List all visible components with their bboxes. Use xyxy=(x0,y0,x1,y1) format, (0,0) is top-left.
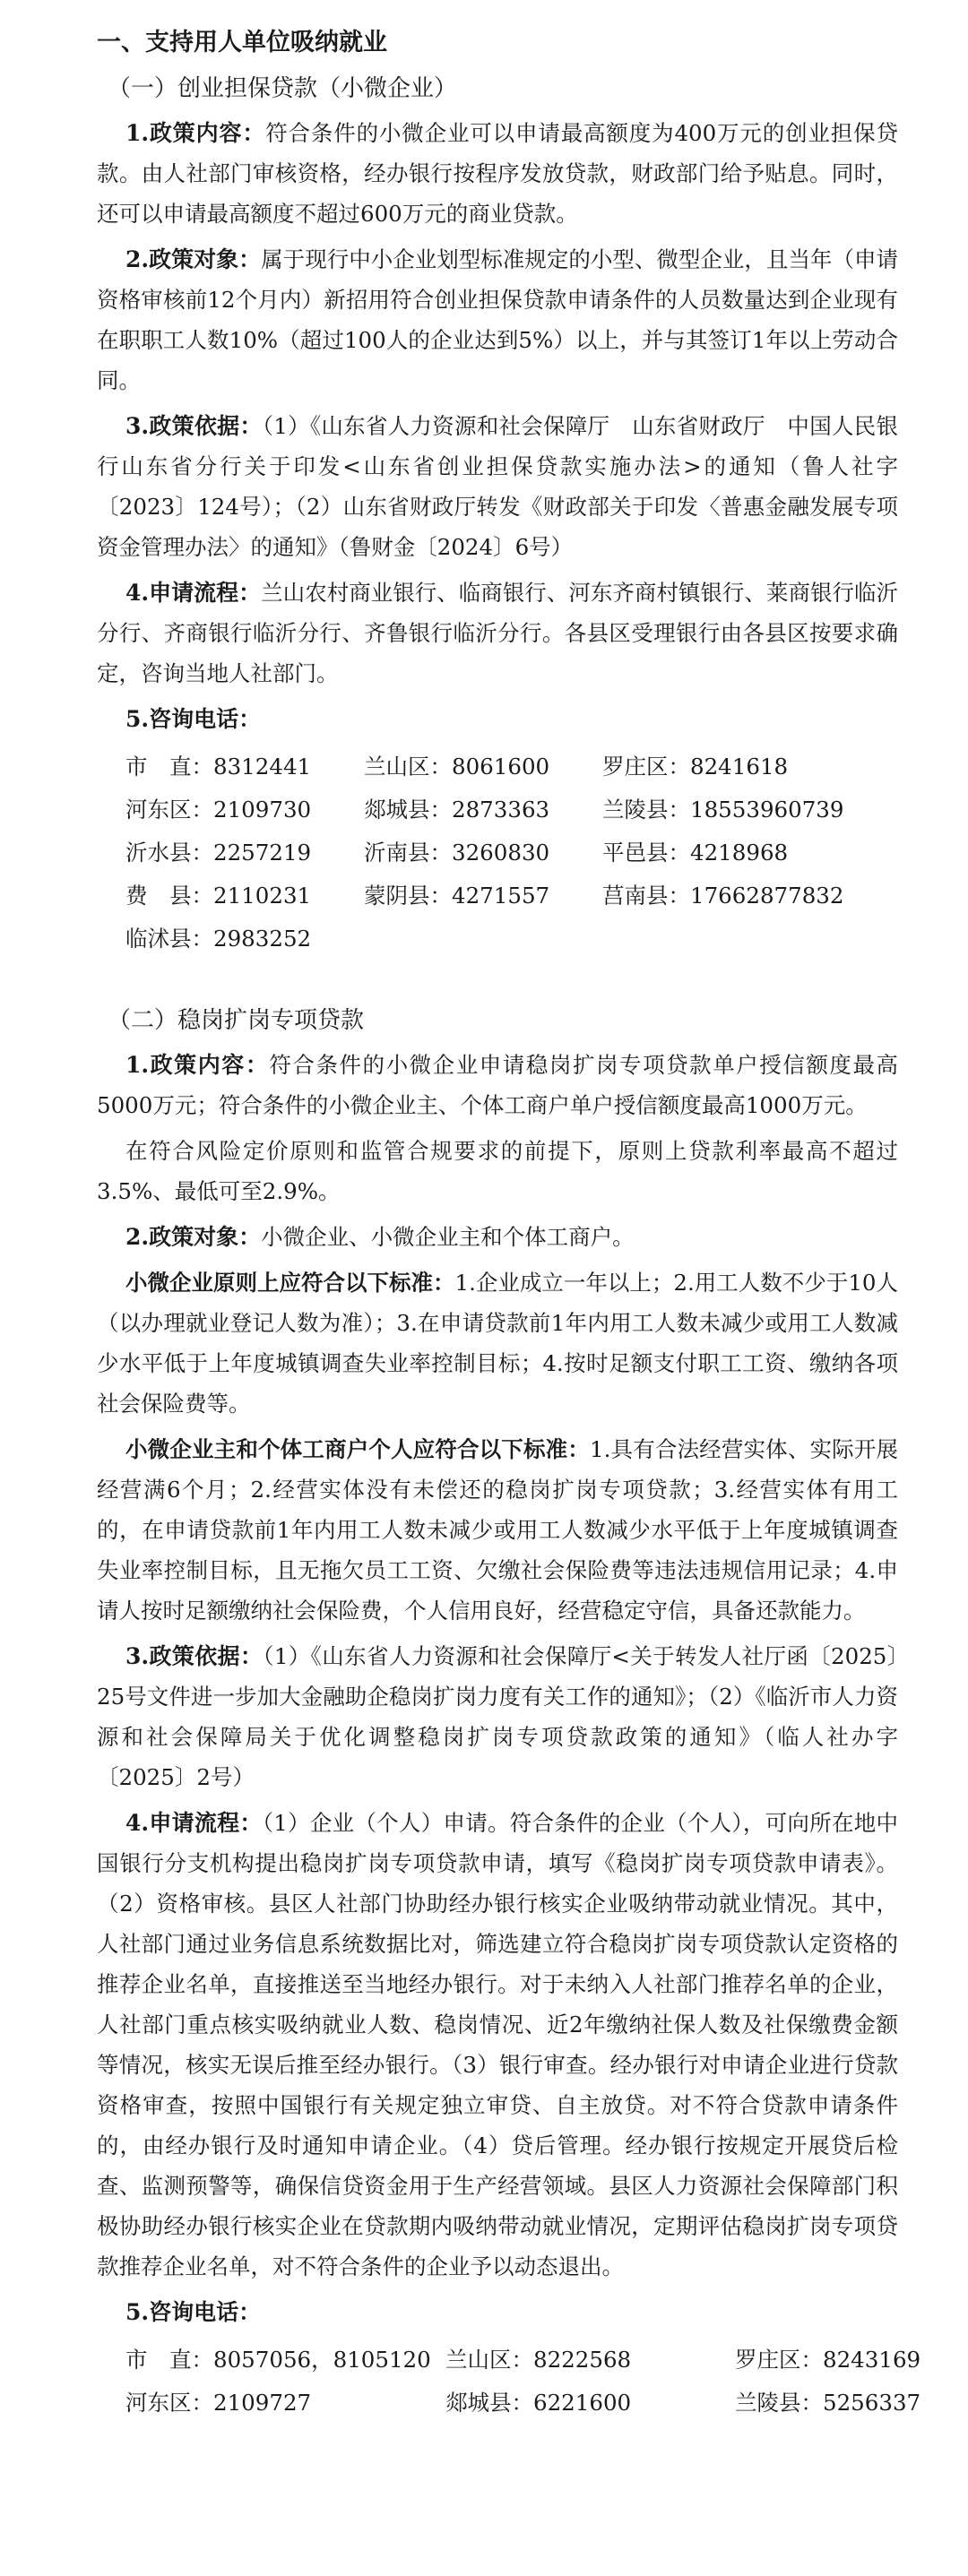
phone-entry: 郯城县：2873363 xyxy=(364,797,550,823)
phone-entry: 兰陵县：18553960739 xyxy=(602,797,844,823)
phone-entry: 费 县：2110231 xyxy=(125,883,312,909)
section2-policy-content xyxy=(97,1045,898,1125)
section2-policy-basis xyxy=(97,1636,898,1797)
section2-application-process xyxy=(97,1803,898,2287)
section2-phone-list xyxy=(125,2339,921,2425)
text: （1）企业（个人）申请。符合条件的企业（个人），可向所在地中国银行分支机构提出稳岗扩岗专项贷款申请，填写《稳岗扩岗专项贷款申请表》。（2）资格审核。县区人社部门协助经办银行核实企业吸纳带动就业情况。其中，人社部门通过业务信息系统数据比对，筛选建立符合稳岗扩岗专项贷款认定资格的推荐企业名单，直接推送至当地经办银行。对于未纳入人社部门推荐名单的企业，人社部门重点核实吸纳就业人数、稳岗情况、近2年缴纳社保人数及社保缴费金额等情况，核实无误后推至经办银行。（3）银行审查。经办银行对申请企业进行贷款资格审查，按照中国银行有关规定独立审贷、自主放贷。对不符合贷款申请条件的，由经办银行及时通知申请企业。（4）贷后管理。经办银行按规定开展贷后检查、监测预警等，确保信贷资金用于生产经营领域。县区人力资源社会保障部门积极协助经办银行核实企业在贷款期内吸纳带动就业情况，定期评估稳岗扩岗专项贷款推荐企业名单，对不符合条件的企业予以动态退出。 xyxy=(97,1810,898,2279)
phone-entry: 兰陵县：5256337 xyxy=(735,2390,921,2416)
section1-policy-target xyxy=(97,239,898,401)
label: 小微企业原则上应符合以下标准： xyxy=(125,1270,455,1296)
text: 1.具有合法经营实体、实际开展经营满6个月；2.经营实体没有未偿还的稳岗扩岗专项贷款；3.经营实体有用工的，在申请贷款前1年内用工人数未减少或用工人数减少水平低于上年度城镇调查失业率控制目标，且无拖欠员工工资、欠缴社会保险费等违法违规信用记录；4.申请人按时足额缴纳社会保险费，个人信用良好，经营稳定守信，具备还款能力。 xyxy=(97,1436,899,1624)
phone-entry: 市 直：8312441 xyxy=(125,754,312,780)
label: 3.政策依据： xyxy=(125,1643,264,1669)
text: 1.企业成立一年以上；2.用工人数不少于10人（以办理就业登记人数为准）；3.在申请贷款前1年内用工人数未减少或用工人数减少水平低于上年度城镇调查失业率控制目标；4.按时足额支付职工工资、缴纳各项社会保险费等。 xyxy=(97,1270,898,1417)
phone-entry: 郯城县：6221600 xyxy=(445,2390,632,2416)
label: 2.政策对象： xyxy=(125,246,262,272)
phone-entry: 罗庄区：8243169 xyxy=(735,2347,921,2373)
text: 属于现行中小企业划型标准规定的小型、微型企业，且当年（申请资格审核前12个月内）新招用符合创业担保贷款申请条件的人员数量达到企业现有在职职工人数10%（超过100人的企业达到5%）以上，并与其签订1年以上劳动合同。 xyxy=(97,246,898,393)
text: 兰山农村商业银行、临商银行、河东齐商村镇银行、莱商银行临沂分行、齐商银行临沂分行、齐鲁银行临沂分行。各县区受理银行由各县区按要求确定，咨询当地人社部门。 xyxy=(97,580,898,686)
section1-policy-basis xyxy=(97,406,898,567)
phone-entry: 兰山区：8222568 xyxy=(445,2347,632,2373)
section1-heading: （一）创业担保贷款（小微企业） xyxy=(108,75,458,102)
section2-individual-standard xyxy=(97,1429,898,1631)
label: 3.政策依据： xyxy=(125,413,263,439)
document-title: 一、支持用人单位吸纳就业 xyxy=(97,29,387,56)
section2-policy-target xyxy=(97,1217,898,1257)
section2-heading: （二）稳岗扩岗专项贷款 xyxy=(108,1007,365,1034)
section2-phone-label: 5.咨询电话： xyxy=(125,2299,262,2325)
phone-entry: 兰山区：8061600 xyxy=(364,754,550,780)
section2-interest-rate: 在符合风险定价原则和监管合规要求的前提下，原则上贷款利率最高不超过3.5%、最低可至2.9%。 xyxy=(97,1138,898,1204)
label: 小微企业主和个体工商户个人应符合以下标准： xyxy=(125,1436,590,1462)
label: 1.政策内容： xyxy=(125,1052,270,1078)
section2-small-enterprise-standard xyxy=(97,1262,898,1424)
text: 符合条件的小微企业申请稳岗扩岗专项贷款单户授信额度最高5000万元；符合条件的小微企业主、个体工商户单户授信额度最高1000万元。 xyxy=(97,1052,899,1118)
label: 4.申请流程： xyxy=(125,1810,263,1836)
phone-entry: 河东区：2109730 xyxy=(125,797,312,823)
section1-phone-label: 5.咨询电话： xyxy=(125,706,262,732)
phone-entry: 临沭县：2983252 xyxy=(125,926,312,952)
phone-entry: 平邑县：4218968 xyxy=(602,840,789,866)
section1-application-process xyxy=(97,573,898,694)
text: 符合条件的小微企业可以申请最高额度为400万元的创业担保贷款。由人社部门审核资格，经办银行按程序发放贷款，财政部门给予贴息。同时，还可以申请最高额度不超过600万元的商业贷款。 xyxy=(97,120,898,227)
phone-entry: 罗庄区：8241618 xyxy=(602,754,789,780)
text: （1）《山东省人力资源和社会保障厅 山东省财政厅 中国人民银行山东省分行关于印发<山东省创业担保贷款实施办法>的通知（鲁人社字〔2023〕124号）；（2）山东省财政厅转发《财政部关于印发〈普惠金融发展专项资金管理办法〉的通知》（鲁财金〔2024〕6号） xyxy=(97,413,898,560)
phone-entry: 市 直：8057056，8105120 xyxy=(125,2347,431,2373)
phone-entry: 沂南县：3260830 xyxy=(364,840,550,866)
phone-entry: 河东区：2109727 xyxy=(125,2390,312,2416)
label: 4.申请流程： xyxy=(125,580,262,606)
section1-policy-content xyxy=(97,113,898,234)
phone-entry: 蒙阴县：4271557 xyxy=(364,883,550,909)
label: 1.政策内容： xyxy=(125,120,266,146)
label: 2.政策对象： xyxy=(125,1224,262,1250)
phone-entry: 沂水县：2257219 xyxy=(125,840,312,866)
text: 小微企业、小微企业主和个体工商户。 xyxy=(261,1224,635,1250)
text: （1）《山东省人力资源和社会保障厅<关于转发人社厅函〔2025〕25号文件进一步加大金融助企稳岗扩岗力度有关工作的通知》；（2）《临沂市人力资源和社会保障局关于优化调整稳岗扩岗专项贷款政策的通知》（临人社办字〔2025〕2号） xyxy=(97,1643,898,1790)
section1-phone-list xyxy=(125,745,898,961)
phone-entry: 莒南县：17662877832 xyxy=(602,883,844,909)
